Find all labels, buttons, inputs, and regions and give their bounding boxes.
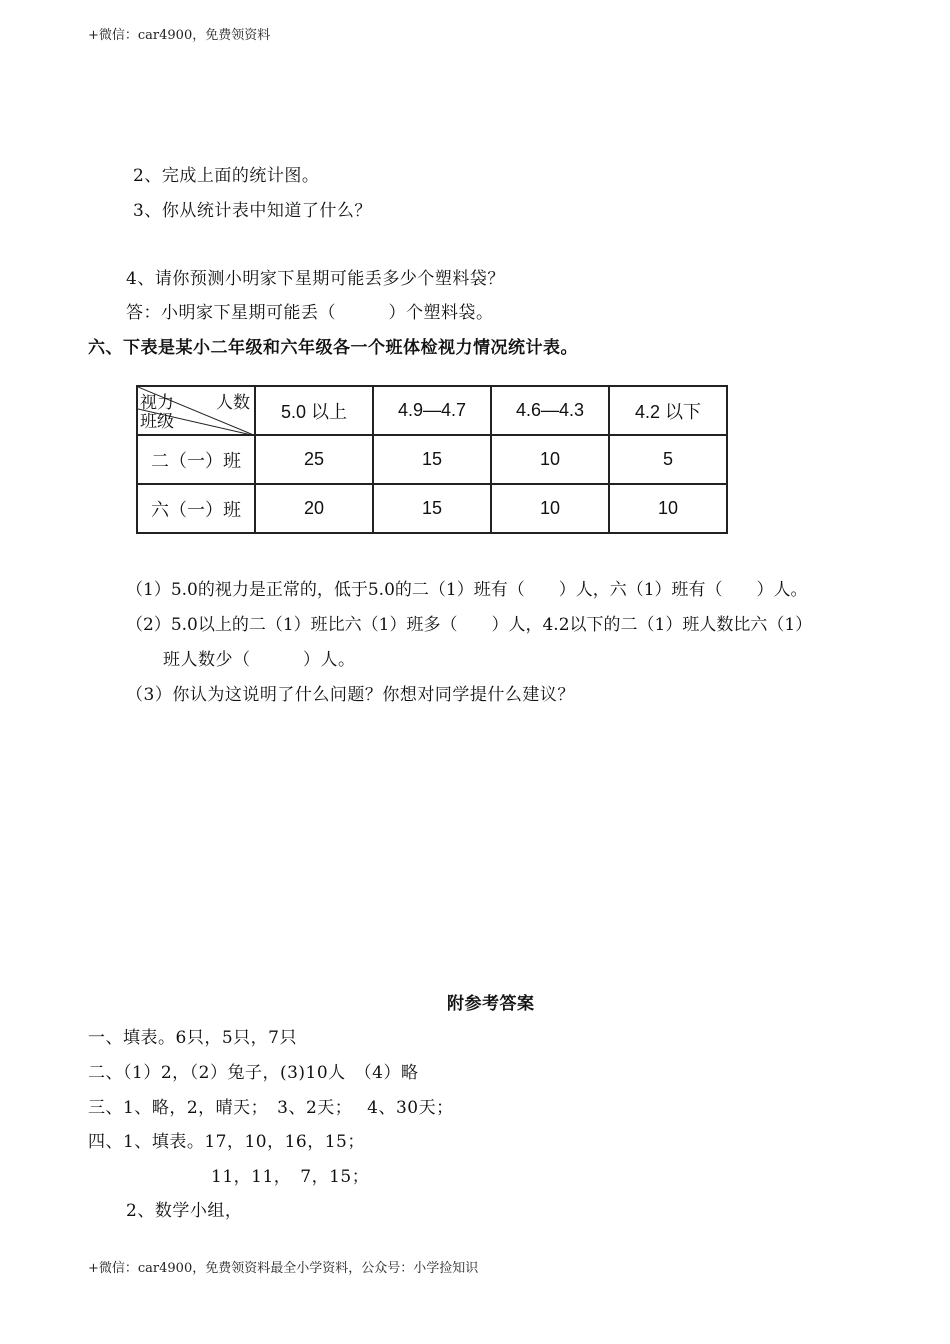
question-2: 2、完成上面的统计图。: [133, 166, 320, 186]
corner-vision-label: 视力: [140, 393, 174, 412]
answer-4-line3: 2、数学小组，: [126, 1201, 243, 1221]
answers-title: 附参考答案: [447, 994, 535, 1014]
sub-question-2-line2: 班人数少（ ）人。: [163, 650, 356, 670]
column-header: 5.0 以上: [255, 386, 373, 435]
corner-class-label: 班级: [140, 412, 174, 431]
table-cell: 10: [491, 435, 609, 484]
section-6-title: 六、下表是某小二年级和六年级各一个班体检视力情况统计表。: [88, 338, 578, 358]
footer-watermark: +微信：car4900，免费领资料最全小学资料，公众号：小学捡知识: [88, 1261, 479, 1276]
table-cell: 5: [609, 435, 727, 484]
table-header-row: [137, 386, 727, 435]
vision-table: [136, 385, 728, 534]
header-watermark: +微信：car4900，免费领资料: [88, 28, 271, 43]
table-cell: 25: [255, 435, 373, 484]
answer-4-line2: 11，11， 7，15；: [211, 1167, 370, 1187]
table-cell: 10: [609, 484, 727, 533]
sub-question-2-line1: （2）5.0以上的二（1）班比六（1）班多（ ）人，4.2以下的二（1）班人数比六（1）: [126, 615, 813, 635]
column-header: 4.2 以下: [609, 386, 727, 435]
table-cell: 10: [491, 484, 609, 533]
table-row: [137, 484, 727, 533]
row-label: 二（一）班: [137, 435, 255, 484]
sub-question-3: （3）你认为这说明了什么问题？你想对同学提什么建议？: [126, 685, 575, 705]
question-3: 3、你从统计表中知道了什么？: [133, 201, 372, 221]
sub-question-1: （1）5.0的视力是正常的，低于5.0的二（1）班有（ ）人，六（1）班有（ ）人。: [126, 580, 808, 600]
table-cell: 15: [373, 435, 491, 484]
table-cell: 20: [255, 484, 373, 533]
answer-2: 二、（1）2，（2）兔子，(3)10人 （4）略: [88, 1063, 419, 1083]
corner-count-label: 人数: [216, 393, 250, 412]
table-row: [137, 435, 727, 484]
question-4: 4、请你预测小明家下星期可能丢多少个塑料袋？: [126, 269, 505, 289]
answer-line: 答：小明家下星期可能丢（ ）个塑料袋。: [126, 303, 494, 323]
answer-1: 一、填表。6只，5只，7只: [88, 1028, 297, 1048]
column-header: 4.9—4.7: [373, 386, 491, 435]
column-header: 4.6—4.3: [491, 386, 609, 435]
answer-3: 三、1、略，2，晴天； 3、2天； 4、30天；: [88, 1098, 454, 1118]
table-cell: 15: [373, 484, 491, 533]
corner-cell: [137, 386, 255, 435]
answer-4-line1: 四、1、填表。17，10，16，15；: [88, 1132, 365, 1152]
row-label: 六（一）班: [137, 484, 255, 533]
